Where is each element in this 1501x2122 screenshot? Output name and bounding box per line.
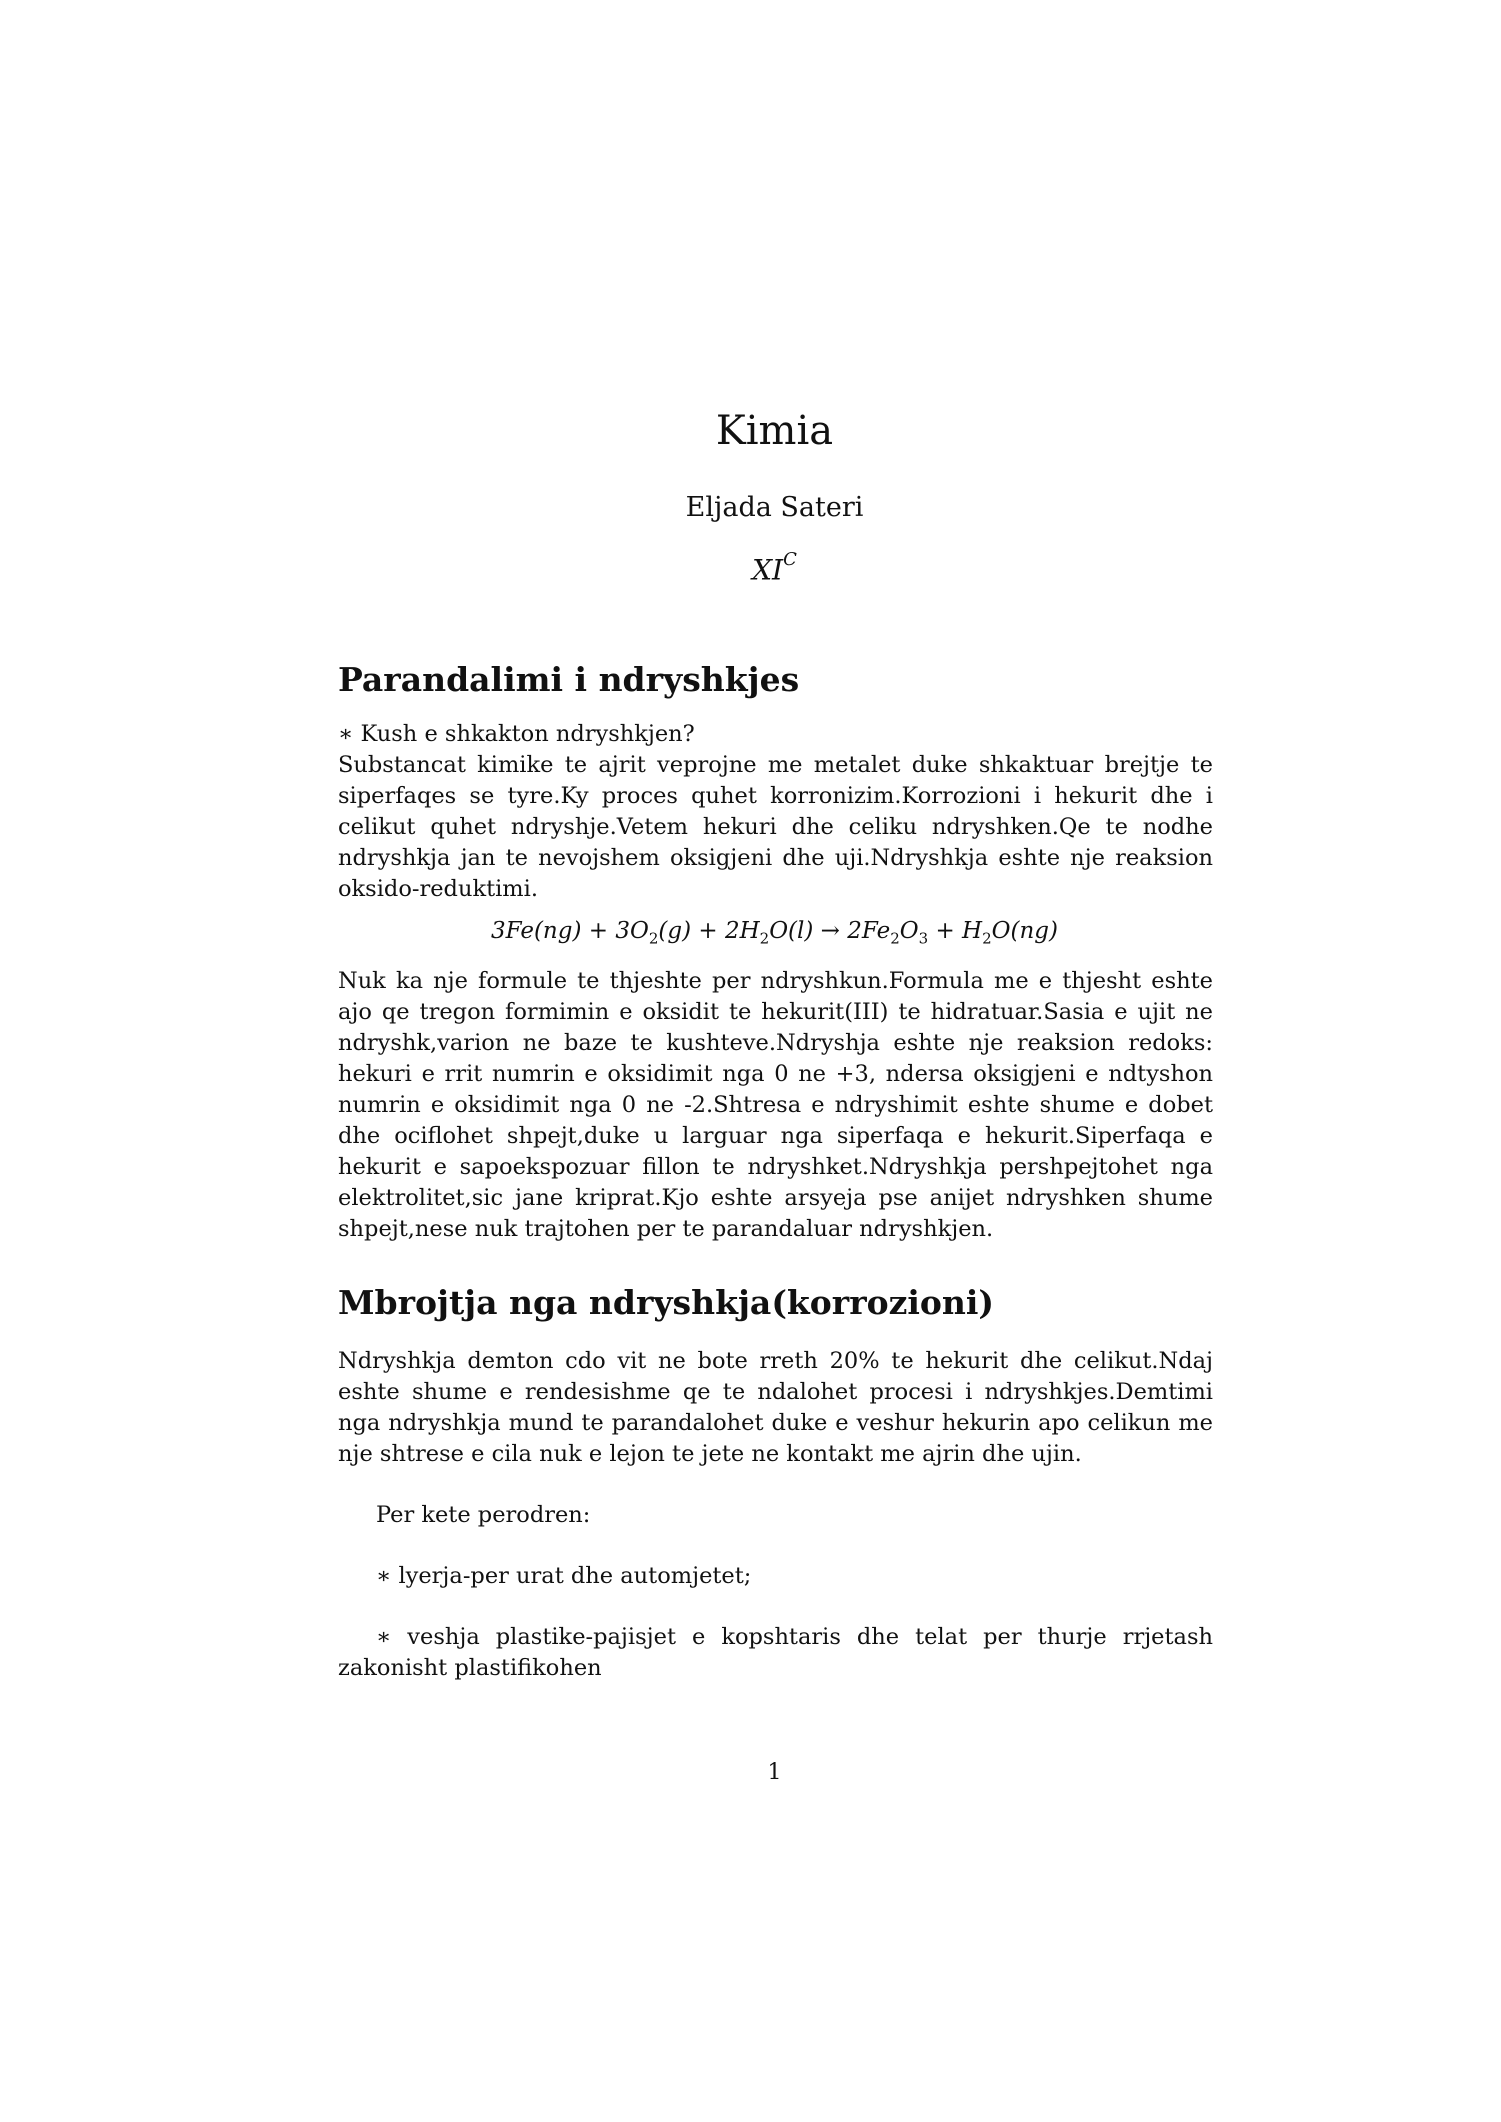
equation-subscript: 2 [982, 929, 992, 948]
document-class [0, 549, 1501, 587]
equation-subscript: 2 [648, 929, 659, 948]
equation-part: O(ng) [991, 918, 1058, 944]
equation-subscript: 3 [918, 929, 929, 948]
equation-part: + H [928, 918, 983, 944]
equation-part: O [899, 918, 919, 944]
document-author: Eljada Sateri [685, 492, 864, 523]
equation-part: 3Fe(ng) + 3O [491, 918, 649, 944]
paragraph-rust-formula: Nuk ka nje formule te thjeshte per ndryshkun.Formula me e thjesht eshte ajo qe tregon formimin e oksidit te hekurit(III) te hidratuar.Sasia e ujit ne ndryshk,varion ne baze te kushteve.Ndryshja eshte nje reaksion redoks: hekuri e rrit numrin e oksidimit nga 0 ne +3, ndersa oksigjeni e ndtyshon numrin e oksidimit nga 0 ne -2.Shtresa e ndryshimit eshte shume e dobet dhe ociflohet shpejt,duke u larguar nga siperfaqa e hekurit.Siperfaqa e hekurit e sapoekspozuar fillon te ndryshket.Ndryshkja pershpejtohet nga elektrolitet,sic jane kriprat.Kjo eshte arsyeja pse anijet ndryshken shume shpejt,nese nuk trajtohen per te parandaluar ndryshkjen. [338, 968, 1213, 1242]
section-protection-body [338, 1346, 1213, 1684]
equation-subscript: 2 [890, 929, 900, 948]
page-number: 1 [767, 1760, 782, 1785]
paragraph-rust-causes: Substancat kimike te ajrit veprojne me metalet duke shkaktuar brejtje te siperfaqes se tyre.Ky proces quhet korronizim.Korrozioni i hekurit dhe i celikut quhet ndryshje.Vetem hekuri dhe celiku ndryshken.Qe te nodhe ndryshkja jan te nevojshem oksigjeni dhe uji.Ndryshkja eshte nje reaksion oksido-reduktimi. [338, 752, 1213, 902]
class-superscript: C [783, 549, 797, 570]
equation-subscript: 2 [759, 929, 770, 948]
section-prevention-body [338, 966, 1213, 1245]
equation-part: (g) + 2H [658, 918, 760, 944]
paragraph-protection: Ndryshkja demton cdo vit ne bote rreth 20% te hekurit dhe celikut.Ndaj eshte shume e rendesishme qe te ndalohet procesi i ndryshkjes.Demtimi nga ndryshkja mund te parandalohet duke e veshur hekurin apo celikun me nje shtrese e cila nuk e lejon te jete ne kontakt me ajrin dhe ujin. [338, 1348, 1213, 1467]
section-heading-prevention: Parandalimi i ndryshkjes [338, 660, 800, 699]
document-title: Kimia [715, 408, 834, 454]
list-item-plastic-coating: ∗ veshja plastike-pajisjet e kopshtaris dhe telat per thurje rrjetash zakonisht plastifikohen [338, 1624, 1213, 1681]
paragraph-methods-intro: Per kete perodren: [376, 1502, 591, 1528]
list-item-painting: ∗ lyerja-per urat dhe automjetet; [376, 1563, 752, 1589]
chemical-equation [0, 918, 1501, 948]
question-item: ∗ Kush e shkakton ndryshkjen? [338, 721, 695, 747]
class-main: XI [752, 553, 784, 587]
section-heading-protection: Mbrojtja nga ndryshkja(korrozioni) [338, 1283, 995, 1322]
equation-part: O(l) → 2Fe [769, 918, 891, 944]
section-prevention-intro [338, 719, 1213, 905]
